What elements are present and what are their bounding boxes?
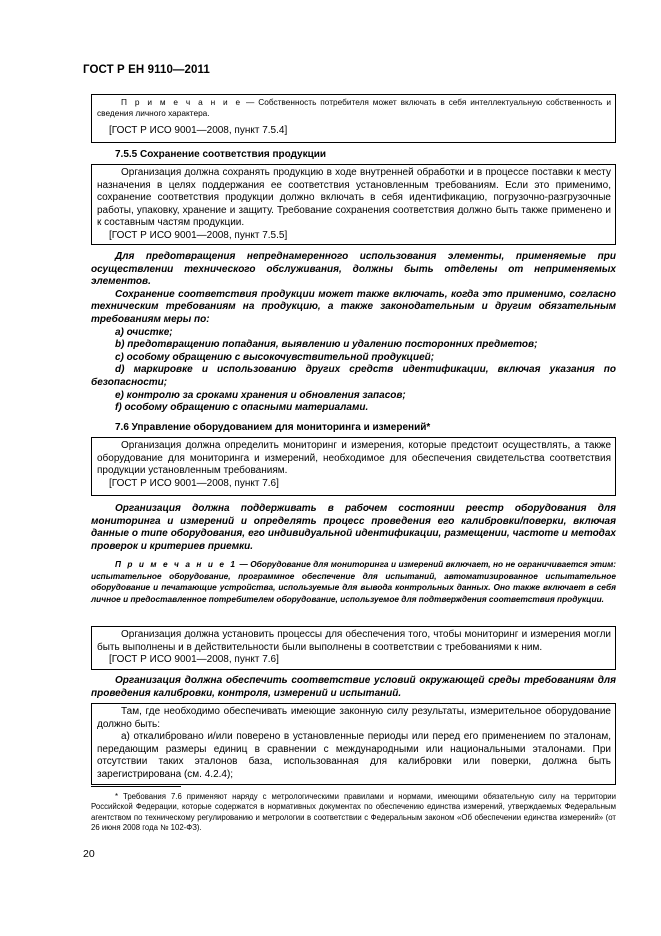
note-label: П р и м е ч а н и е [121, 97, 243, 107]
footnote: * Требования 7.6 применяют наряду с метрологическими правилами и нормами, имеющими обязательную силу на территории Российской Федерации, которые содержатся в нормативных документах по обеспечению единства измерений, утверждаемых Федеральным агентством по техническому регулированию и метрологии в соответствии с Федеральным законом «Об обеспечении единства измерений» (от 26 июня 2008 года № 102-ФЗ). [91, 792, 616, 833]
list-item: b) предотвращению попадания, выявлению и удалению посторонних предметов; [115, 339, 538, 351]
list-item: d) маркировке и использованию других средств идентификации, включая указания по безопасности; [91, 364, 616, 388]
quoted-box-measuring [91, 703, 616, 785]
requirement-paragraph: Организация должна поддерживать в рабочем состоянии реестр оборудования для мониторинга и измерений и определять процесс проведения его калибровки/поверки, включая данные о типе оборудования, его индивидуальной идентификации, размещении, частоте и методах проверок и критериев приемки. [91, 503, 616, 552]
document-header: ГОСТ Р ЕН 9110—2011 [83, 64, 210, 76]
reference: [ГОСТ Р ИСО 9001—2008, пункт 7.6] [109, 654, 279, 666]
main-text-block [91, 675, 616, 700]
box-text: Там, где необходимо обеспечивать имеющие законную силу результаты, измерительное оборудование должно быть: [97, 706, 611, 730]
reference: [ГОСТ Р ИСО 9001—2008, пункт 7.5.4] [109, 125, 288, 136]
reference: [ГОСТ Р ИСО 9001—2008, пункт 7.5.5] [109, 229, 288, 241]
note-text: — Оборудование для мониторинга и измерений включает, но не ограничивается этим: испытательное оборудование, программное обеспечение для испытаний, автоматизированное испытательное оборудование и печатающие устройства, используемые для вывода контрольных данных. Оно также включает в себя личное и предоставленное потребителем оборудование, используемое для подтверждения соответствия продукции. [91, 559, 616, 604]
note-paragraph [91, 559, 616, 605]
page-number: 20 [83, 848, 95, 860]
requirement-paragraph: Сохранение соответствия продукции может также включать, когда это применимо, согласно техническим требованиям на продукцию, а также законодательным и другим обязательным требованиям меры по: [91, 288, 616, 325]
list-item: a) очистке; [115, 326, 173, 338]
main-text-block [91, 503, 616, 553]
quoted-box-preservation [91, 164, 616, 245]
requirement-paragraph: Для предотвращения непреднамеренного использования элементы, применяемые при осуществлении технического обслуживания, должны быть отделены от неприменяемых элементов. [91, 251, 616, 288]
footnote-divider [91, 786, 181, 787]
quoted-box-note [91, 94, 616, 143]
section-heading-7-5-5: 7.5.5 Сохранение соответствия продукции [115, 149, 327, 160]
note-label: П р и м е ч а н и е 1 [115, 559, 238, 569]
note-block [91, 559, 616, 605]
box-text: Организация должна определить мониторинг и измерения, которые предстоит осуществлять, а также оборудование для мониторинга и измерений, необходимое для обеспечения свидетельства соответствия продукции установленным требованиям. [97, 440, 611, 477]
requirement-paragraph: Организация должна обеспечить соответствие условий окружающей среды требованиям для проведения калибровки, контроля, измерений и испытаний. [91, 675, 616, 699]
list-item: c) особому обращению с высокочувствительной продукцией; [115, 351, 435, 363]
note-paragraph [97, 97, 611, 119]
box-text: Организация должна сохранять продукцию в ходе внутренней обработки и в процессе поставки к месту назначения в целях поддержания ее соответствия установленным требованиям. Если это применимо, сохранение соответствия продукции должно включать в себя идентификацию, погрузочно-разгрузочные работы, упаковку, хранение и защиту. Требование сохранения соответствия должно быть также применено и к составным частям продукции. [97, 167, 611, 229]
quoted-box-processes [91, 626, 616, 670]
note-text: — Собственность потребителя может включать в себя интеллектуальную собственность и сведения личного характера. [97, 97, 612, 118]
section-heading-7-6: 7.6 Управление оборудованием для мониторинга и измерений* [115, 422, 431, 433]
box-text: Организация должна установить процессы для обеспечения того, чтобы мониторинг и измерения могли быть выполнены и в действительности были выполнены в соответствии с требованиями к ним. [97, 629, 611, 653]
main-text-block [91, 251, 616, 415]
list-item: f) особому обращению с опасными материалами. [115, 402, 369, 414]
list-item: e) контролю за сроками хранения и обновления запасов; [115, 389, 406, 401]
quoted-box-monitoring [91, 437, 616, 496]
box-text: а) откалибровано и/или поверено в установленные периоды или перед его применением по эталонам, передающим размеры единиц в сравнении с международными или национальными эталонами. При отсутствии таких эталонов база, использованная для калибровки или поверки, должна быть зарегистрирована (см. 4.2.4); [97, 731, 611, 780]
reference: [ГОСТ Р ИСО 9001—2008, пункт 7.6] [109, 477, 279, 489]
